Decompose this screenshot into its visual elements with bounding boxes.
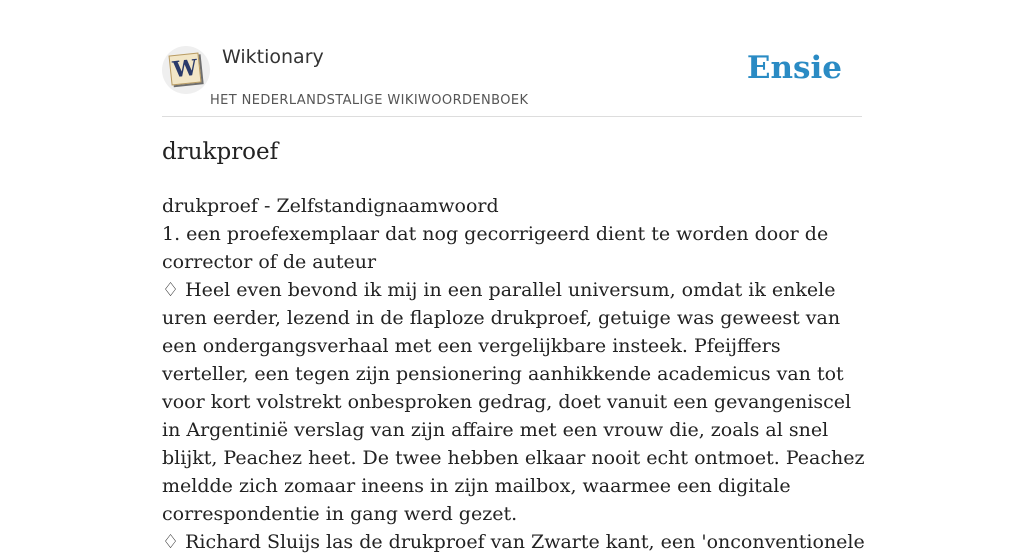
example-quote-2: ♢ Richard Sluijs las de drukproef van Zwarte kant, een 'onconventionele — [162, 531, 865, 553]
example-quote-1: ♢ Heel even bevond ik mij in een parallel universum, omdat ik enkele uren eerder, lezend in de flaploze drukproef, getuige was geweest van een ondergangsverhaal met een vergelijkbare insteek. Pfeijffers verteller, een tegen zijn pensionering aanhikkende academicus van tot voor kort volstrekt onbesproken gedrag, doet vanuit een gevangeniscel in Argentinië verslag van zijn affaire met een vrouw die, zoals al snel blijkt, Peachez heet. De twee hebben elkaar nooit echt ontmoet. Peachez meldde zich zomaar ineens in zijn mailbox, waarmee een digitale correspondentie in gang werd gezet. — [162, 279, 865, 525]
site-header — [162, 40, 862, 117]
site-name[interactable]: Wiktionary — [222, 46, 324, 68]
entry-content — [162, 192, 867, 556]
ensie-brand-link[interactable]: Ensie — [746, 50, 842, 86]
page-title: drukproef — [162, 139, 279, 165]
part-of-speech: drukproef - Zelfstandignaamwoord — [162, 195, 499, 217]
definition: 1. een proefexemplaar dat nog gecorrigeerd dient te worden door de corrector of de auteur — [162, 223, 829, 273]
wiktionary-logo-icon[interactable] — [162, 46, 210, 94]
site-tagline: HET NEDERLANDSTALIGE WIKIWOORDENBOEK — [210, 93, 529, 108]
logo-tile: W — [169, 53, 202, 86]
